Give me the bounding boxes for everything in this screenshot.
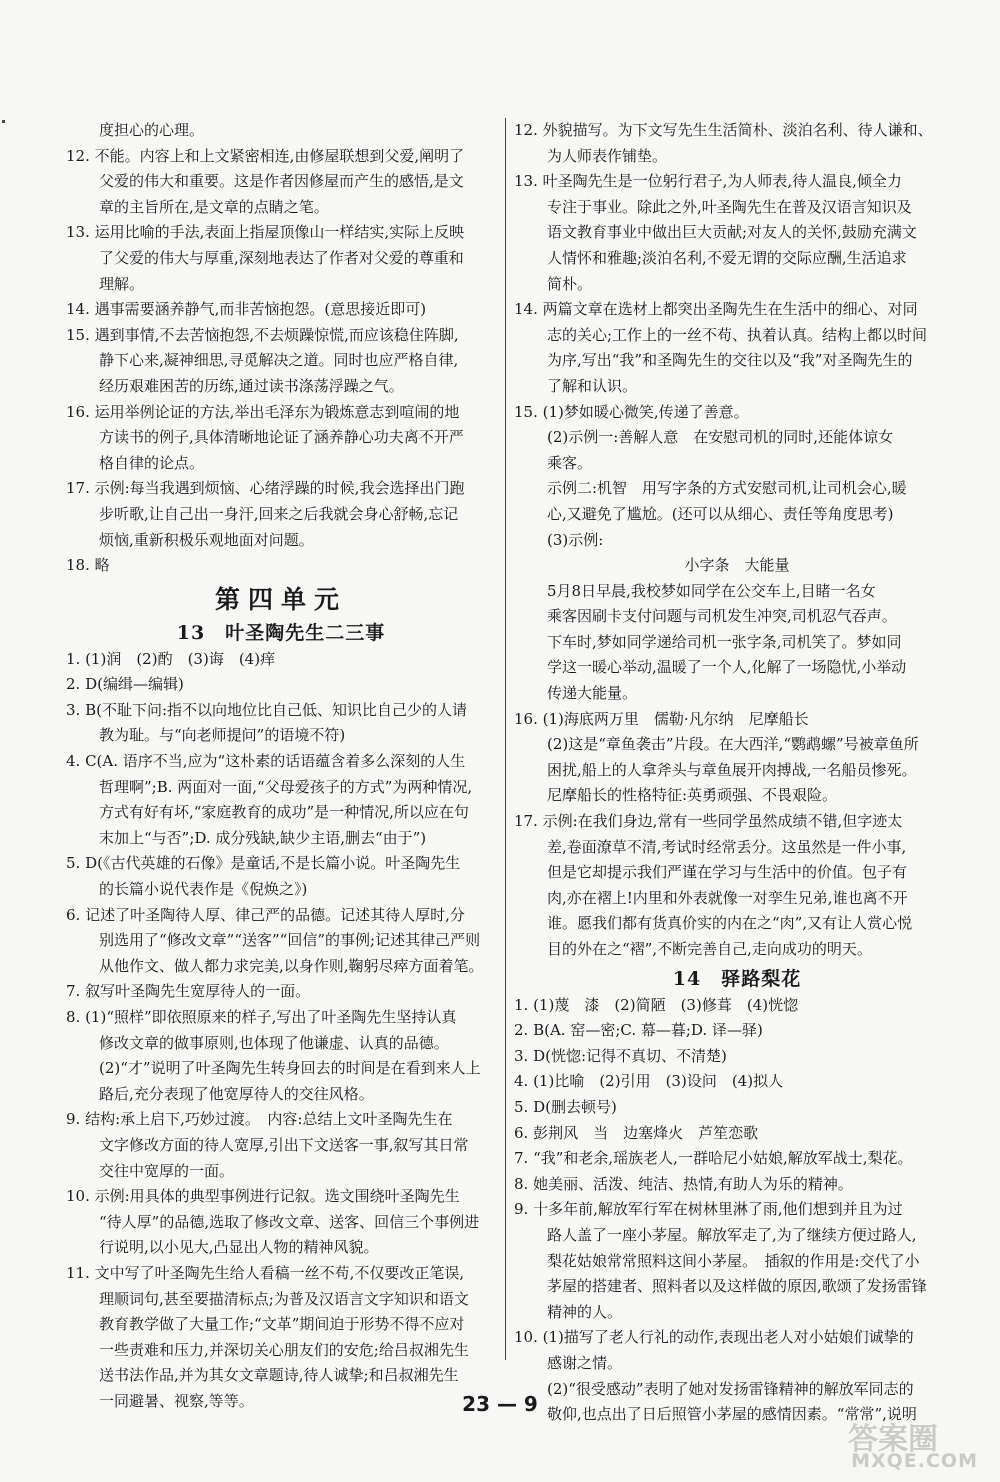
answer-line: 精神的人。 (547, 1302, 623, 1321)
answer-line: 8. 她美丽、活泼、纯洁、热情,有助人为乐的精神。 (514, 1174, 853, 1193)
answer-line: 7. “我”和老余,瑶族老人,一群哈尼小姑娘,解放军战士,梨花。 (514, 1149, 913, 1168)
answer-line: 教为耻。与“向老师提问”的语境不符) (99, 726, 346, 745)
answer-line: 理解。 (99, 274, 145, 293)
answer-line: 别选用了“修改文章”“送客”“回信”的事例;记述其律己严则 (99, 931, 481, 950)
answer-line: 3. B(不耻下问:指不以向地位比自己低、知识比自己少的人请 (66, 700, 468, 719)
answer-line: 理顺词句,甚至要描清标点;为普及汉语言文字知识和语文 (99, 1289, 469, 1308)
watermark-url: MXQE.COM (851, 1450, 978, 1472)
answer-line: 烦恼,重新积极乐观地面对问题。 (99, 530, 314, 549)
answer-line: 传递大能量。 (547, 684, 638, 703)
answer-line: 6. 彭荆风 当 边塞烽火 芦笙恋歌 (514, 1123, 759, 1142)
answer-line: “待人厚”的品德,选取了修改文章、送客、回信三个事例进 (99, 1212, 480, 1231)
answer-line: 但是它却提示我们严谨在学习与生活中的价值。包子有 (547, 863, 908, 882)
answer-line: 12. 不能。内容上和上文紧密相连,由修屋联想到父爱,阐明了 (66, 146, 465, 165)
answer-line: 格自律的论点。 (99, 453, 205, 472)
answer-line: 17. 示例:每当我遇到烦恼、心绪浮躁的时候,我会选择出门跑 (66, 479, 465, 498)
answer-line: 乘客因刷卡支付问题与司机发生冲突,司机忍气吞声。 (547, 607, 897, 626)
answer-line: 示例二:机智 用写字条的方式安慰司机,让司机会心,暖 (547, 479, 907, 498)
margin-mark (2, 120, 5, 123)
lesson13-answers (66, 647, 496, 1415)
watermark-logo (822, 1414, 982, 1472)
answer-line: 8. (1)“照样”即依照原来的样子,写出了叶圣陶先生坚持认真 (66, 1008, 457, 1026)
answer-line: 1. (1)蔑 漆 (2)简陋 (3)修葺 (4)恍惚 (514, 995, 799, 1014)
answer-line: 方式有好有坏,“家庭教育的成功”是一种情况,所以应在句 (99, 803, 469, 822)
answer-line: (3)示例: (547, 530, 604, 549)
answer-line: 下车时,梦如同学递给司机一张字条,司机笑了。梦如同 (547, 632, 902, 651)
answer-line: 13. 运用比喻的手法,表面上指屋顶像山一样结实,实际上反映 (66, 223, 465, 242)
answer-line: 感谢之情。 (547, 1353, 623, 1372)
right-column (514, 118, 960, 1428)
unit-title: 第四单元 (214, 584, 347, 614)
answer-line: 文字修改方面的待人宽厚,引出下文送客一事,叙写其日常 (99, 1135, 469, 1154)
answer-line: 一同避暑、视察,等等。 (99, 1391, 254, 1410)
answer-line: 经历艰难困苦的历练,通过读书涤荡浮躁之气。 (99, 376, 404, 395)
answer-line: 专注于事业。除此之外,叶圣陶先生在普及汉语言知识及 (547, 197, 912, 216)
answer-line: 哲理啊”;B. 两面对一面,“父母爱孩子的方式”为两种情况, (99, 777, 473, 796)
answer-line: 度担心的心理。 (99, 121, 205, 139)
answer-line: 语文教育事业中做出巨大贡献;对友人的关怀,鼓励充满文 (547, 223, 917, 242)
answer-line: 16. (1)海底两万里 儒勒·凡尔纳 尼摩船长 (514, 709, 809, 728)
answer-line: 2. B(A. 窑—密;C. 幕—暮;D. 译—驿) (514, 1021, 763, 1040)
answer-line: 5. D(删去顿号) (514, 1097, 617, 1116)
lesson14-title: 14 驿路梨花 (672, 967, 802, 990)
answer-line: 人情怀和雅趣;淡泊名利,不爱无谓的交际应酬,生活追求 (547, 248, 907, 267)
answer-line: 14. 遇事需要涵养静气,而非苦恼抱怨。(意思接近即可) (66, 300, 427, 319)
answer-line: 17. 示例:在我们身边,常有一些同学虽然成绩不错,但字迹太 (514, 812, 903, 831)
answer-line: 了解和认识。 (547, 376, 638, 395)
answer-line: 方读书的例子,具体清晰地论证了涵养静心功夫离不开严 (99, 428, 464, 447)
answer-line: (2)“很受感动”表明了她对发扬雷锋精神的解放军同志的 (547, 1379, 914, 1398)
answer-line: 章的主旨所在,是文章的点睛之笔。 (99, 197, 329, 216)
answer-line: 9. 结构:承上启下,巧妙过渡。 内容:总结上文叶圣陶先生在 (66, 1110, 453, 1129)
answer-line: 13. 叶圣陶先生是一位躬行君子,为人师表,待人温良,倾全力 (514, 172, 902, 191)
column-divider (505, 118, 506, 1360)
left-answers (66, 118, 496, 579)
page-number: 23 — 9 (462, 1392, 538, 1416)
answer-line: 12. 外貌描写。为下文写先生生活简朴、淡泊名利、待人谦和、 (514, 121, 933, 139)
answer-line: 路后,充分表现了他宽厚待人的交往风格。 (99, 1084, 374, 1103)
answer-line: 4. (1)比喻 (2)引用 (3)设问 (4)拟人 (514, 1072, 784, 1091)
answer-line: 差,卷面潦草不清,考试时经常丢分。这虽然是一件小事, (547, 837, 907, 856)
answer-line: 简朴。 (547, 274, 593, 293)
answer-line: 静下心来,凝神细思,寻觅解决之道。同时也应严格自律, (99, 351, 459, 370)
answer-line: 15. (1)梦如暖心微笑,传递了善意。 (514, 402, 749, 421)
watermark-text: 答案圈 (848, 1422, 938, 1457)
answer-line: 18. 略 (66, 556, 110, 575)
answer-line: 为人师表作铺垫。 (547, 146, 668, 165)
answer-line: 敬仰,也点出了日后照管小茅屋的感情因素。“常常”,说明 (547, 1405, 917, 1424)
answer-line: (2)“才”说明了叶圣陶先生转身回去的时间是在看到来人上 (99, 1059, 481, 1078)
answer-line: 10. (1)描写了老人行礼的动作,表现出老人对小姑娘们诚挚的 (514, 1328, 914, 1347)
answer-line: 9. 十多年前,解放军行军在树林里淋了雨,他们想到并且为过 (514, 1200, 903, 1219)
lesson14-answers (514, 993, 960, 1428)
answer-line: 4. C(A. 语序不当,应为“这朴素的话语蕴含着多么深刻的人生 (66, 752, 466, 771)
answer-line: 教育教学做了大量工作;“文革”期间迫于形势不得不应对 (99, 1315, 465, 1334)
answer-line: 了父爱的伟大与厚重,深刻地表达了作者对父爱的尊重和 (99, 248, 464, 267)
answer-line: 父爱的伟大和重要。这是作者因修屋而产生的感悟,是文 (99, 172, 464, 191)
answer-line: 一些责难和压力,并深切关心朋友们的安危;给吕叔湘先生 (99, 1340, 469, 1359)
answer-line: 10. 示例:用具体的典型事例进行记叙。选文围绕叶圣陶先生 (66, 1187, 460, 1206)
answer-line: 为序,写出“我”和圣陶先生的交往以及“我”对圣陶先生的 (547, 351, 913, 370)
answer-line: (2)示例一:善解人意 在安慰司机的同时,还能体谅女 (547, 428, 894, 447)
answer-line: 15. 遇到事情,不去苦恼抱怨,不去烦躁惊慌,而应该稳住阵脚, (66, 325, 459, 344)
answer-line: 的长篇小说代表作是《倪焕之》) (99, 880, 308, 899)
answer-line: 心,又避免了尴尬。(还可以从细心、责任等角度思考) (547, 504, 894, 523)
answer-line: 5月8日早晨,我校梦如同学在公交车上,目睹一名女 (547, 581, 876, 600)
answer-line: 目的外在之“褶”,不断完善自己,走向成功的明天。 (547, 940, 872, 958)
answer-line: 末加上“与否”;D. 成分残缺,缺少主语,删去“由于”) (99, 828, 427, 847)
answer-line: 16. 运用举例论证的方法,举出毛泽东为锻炼意志到喧闹的地 (66, 402, 460, 421)
lesson13-title: 13 叶圣陶先生二三事 (176, 621, 386, 644)
answer-line: 谁。愿我们都有货真价实的内在之“肉”,又有让人赏心悦 (547, 914, 913, 933)
answer-line: 尼摩船长的性格特征:英勇顽强、不畏艰险。 (547, 786, 838, 805)
answer-line: 肉,亦在褶上!内里和外表就像一对孪生兄弟,谁也离不开 (547, 888, 908, 907)
answer-line: 行说明,以小见大,凸显出人物的精神风貌。 (99, 1238, 379, 1257)
answer-line: 6. 记述了叶圣陶待人厚、律己严的品德。记述其待人厚时,分 (66, 905, 465, 924)
answer-line: 11. 文中写了叶圣陶先生给人看稿一丝不苟,不仅要改正笔误, (66, 1263, 465, 1282)
answer-line: 学这一暖心举动,温暖了一个人,化解了一场隐忧,小举动 (547, 658, 907, 677)
answer-line: (2)这是“章鱼袭击”片段。在大西洋,“鹦鹉螺”号被章鱼所 (547, 735, 919, 754)
answer-line: 从他作文、做人都力求完美,以身作则,鞠躬尽瘁方面着笔。 (99, 956, 484, 975)
answer-line: 乘客。 (547, 453, 593, 472)
answer-line: 修改文章的做事原则,也体现了他谦虚、认真的品德。 (99, 1033, 449, 1052)
answer-line: 2. D(编缉—编辑) (66, 675, 184, 694)
answer-line: 小字条 大能量 (684, 556, 790, 575)
answer-line: 困扰,船上的人拿斧头与章鱼展开肉搏战,一名船员惨死。 (547, 760, 917, 779)
answer-line: 梨花姑娘常常照料这间小茅屋。 插叙的作用是:交代了小 (547, 1251, 920, 1270)
answer-line: 3. D(恍惚:记得不真切、不清楚) (514, 1046, 727, 1065)
answer-line: 志的关心;工作上的一丝不苟、执着认真。结构上都以时间 (547, 325, 928, 344)
answer-line: 5. D(《古代英雄的石像》是童话,不是长篇小说。叶圣陶先生 (66, 854, 461, 873)
answer-line: 14. 两篇文章在选材上都突出圣陶先生在生活中的细心、对同 (514, 300, 918, 319)
answer-line: 交往中宽厚的一面。 (99, 1161, 235, 1180)
answer-line: 1. (1)润 (2)酌 (3)诲 (4)痒 (66, 649, 276, 668)
left-column (66, 118, 496, 1415)
right-answers (514, 118, 960, 963)
answer-line: 步听歌,让自己出一身汗,回来之后我就会身心舒畅,忘记 (99, 504, 459, 523)
answer-line: 7. 叙写叶圣陶先生宽厚待人的一面。 (66, 982, 311, 1001)
answer-line: 茅屋的搭建者、照料者以及这样做的原因,歌颂了发扬雷锋 (547, 1277, 927, 1296)
answer-line: 路人盖了一座小茅屋。解放军走了,为了继续方便过路人, (547, 1225, 917, 1244)
answer-line: 送书法作品,并为其女文章题诗,待人诚挚;和吕叔湘先生 (99, 1366, 459, 1385)
